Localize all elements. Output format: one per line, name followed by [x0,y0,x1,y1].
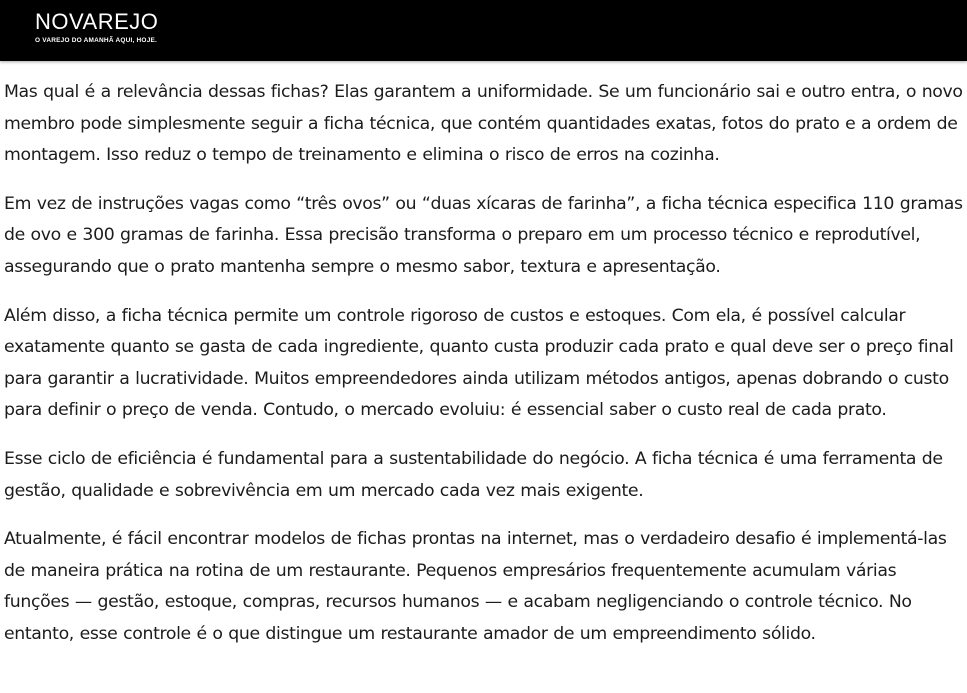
logo-name: NOVAREJO [35,9,159,34]
article-paragraph: Além disso, a ficha técnica permite um controle rigoroso de custos e estoques. Com ela, é possível calcular exatamente quanto se gasta de cada ingrediente, quanto custa produzir cada prato e qual deve ser o preço final para garantir a lucratividade. Muitos empreendedores ainda utilizam métodos antigos, apenas dobrando o custo para definir o preço de venda. Contudo, o mercado evoluiu: é essencial saber o custo real de cada prato. [4,305,954,421]
logo-tagline: O VAREJO DO AMANHÃ AQUI, HOJE. [35,37,158,44]
article-paragraph: Mas qual é a relevância dessas fichas? Elas garantem a uniformidade. Se um funcionário sai e outro entra, o novo membro pode simplesmente seguir a ficha técnica, que contém quantidades exatas, fotos do prato e a ordem de montagem. Isso reduz o tempo de treinamento e elimina o risco de erros na cozinha. [4,82,963,166]
article-paragraph: Atualmente, é fácil encontrar modelos de fichas prontas na internet, mas o verdadeiro desafio é implementá-las de maneira prática na rotina de um restaurante. Pequenos empresários frequentemente acumulam várias funções — gestão, estoque, compras, recursos humanos — e acabam negligenciando o controle técnico. No entanto, esse controle é o que distingue um restaurante amador de um empreendimento sólido. [4,529,947,644]
article-body [4,77,964,668]
site-header [0,0,967,61]
article-paragraph: Em vez de instruções vagas como “três ovos” ou “duas xícaras de farinha”, a ficha técnica especifica 110 gramas de ovo e 300 gramas de farinha. Essa precisão transforma o preparo em um processo técnico e reprodutível, assegurando que o prato mantenha sempre o mesmo sabor, textura e apresentação. [4,193,963,277]
site-logo[interactable] [35,9,158,45]
article-paragraph: Esse ciclo de eficiência é fundamental para a sustentabilidade do negócio. A ficha técnica é uma ferramenta de gestão, qualidade e sobrevivência em um mercado cada vez mais exigente. [4,448,943,501]
